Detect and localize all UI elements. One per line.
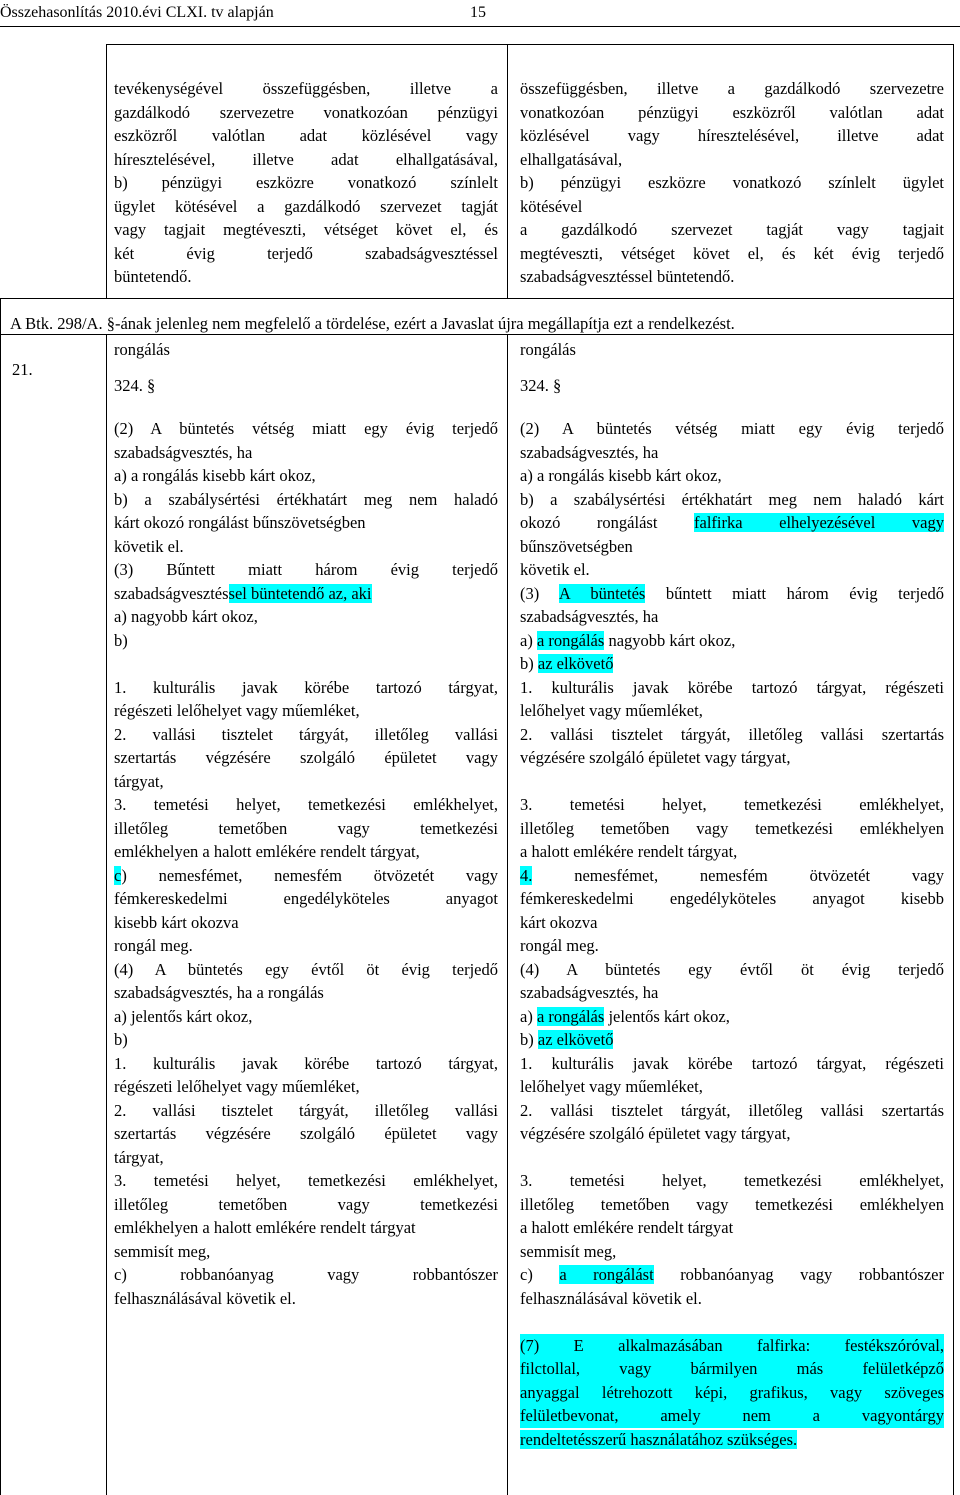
text-line: kisebb kárt okozva	[114, 912, 239, 932]
text-line: 2. vallási tisztelet tárgyát, illetőleg vallási	[114, 724, 498, 744]
text-line: szabadságvesztés, ha	[114, 442, 253, 462]
text-line: tárgyat,	[114, 1147, 164, 1167]
text-line: 1. kulturális javak körébe tartozó tárgyat, régészeti	[520, 677, 944, 697]
text-line: illetőleg temetőben vagy temetkezési emlékhelyen	[520, 818, 944, 838]
text-line: szabadságvesztés, ha	[520, 607, 659, 626]
definition-paragraph	[520, 1334, 944, 1358]
text-line: 1. kulturális javak körébe tartozó tárgyat,	[114, 1053, 498, 1073]
table-border-right-main	[953, 298, 954, 1495]
text-line: a halott emlékére rendelt tárgyat,	[520, 842, 738, 861]
section-number: 324. §	[520, 375, 562, 395]
text-line: emlékhelyen a halott emlékére rendelt tárgyat,	[114, 842, 420, 861]
text-line: c) robbanóanyag vagy robbantószer	[114, 1265, 498, 1284]
text-line: 2. vallási tisztelet tárgyát, illetőleg vallási szertartás	[520, 1100, 944, 1120]
table-border-top-left	[106, 44, 107, 298]
text-line: semmisít meg,	[520, 1241, 617, 1261]
text-segment: a)	[520, 630, 537, 650]
highlight: filctollal, vagy bármilyen más felületképző	[520, 1357, 944, 1381]
text-line	[114, 864, 498, 888]
definition-paragraph	[520, 1381, 944, 1405]
header-title: Összehasonlítás 2010.évi CLXI. tv alapján	[0, 4, 274, 21]
text-line: (4) A büntetés egy évtől öt évig terjedő	[114, 959, 498, 979]
text-line: szertartás végzésére szolgáló épületet vagy	[114, 748, 498, 767]
table-border-top-line	[106, 44, 954, 45]
text-line: 2. vallási tisztelet tárgyát, illetőleg vallási szertartás	[520, 724, 944, 744]
text-line: tárgyat,	[114, 771, 164, 791]
main-left-cell	[114, 338, 498, 1310]
note-row: A Btk. 298/A. §-ának jelenleg nem megfelelő a tördelése, ezért a Javaslat újra megállapítja ezt a rendelkezést.	[10, 314, 735, 333]
table-border-row2	[0, 298, 954, 299]
main-right-cell	[520, 338, 944, 1451]
heading: rongálás	[520, 340, 576, 359]
table-border-top-mid	[507, 44, 508, 298]
text-line: semmisít meg,	[114, 1241, 211, 1261]
text-line: elhallgatásával,	[520, 149, 623, 169]
text-line: 1. kulturális javak körébe tartozó tárgyat,	[114, 677, 498, 697]
text-line: a) nagyobb kárt okoz,	[114, 607, 258, 626]
definition-paragraph	[520, 1404, 944, 1428]
highlight: anyaggal létrehozott képi, grafikus, vagy szöveges	[520, 1381, 944, 1405]
text-line	[520, 629, 944, 653]
text-line: illetőleg temetőben vagy temetkezési	[114, 818, 498, 838]
top-right-cell	[520, 77, 944, 289]
text-line: 2. vallási tisztelet tárgyát, illetőleg vallási	[114, 1100, 498, 1120]
text-line	[114, 582, 498, 606]
text-line: követik el.	[114, 536, 184, 556]
text-line: szabadságvesztés, ha	[520, 442, 659, 462]
text-line: b)	[114, 630, 128, 650]
text-line: (2) A büntetés vétség miatt egy évig terjedő	[520, 419, 944, 438]
text-line: rongál meg.	[520, 936, 599, 955]
text-line: felhasználásával követik el.	[520, 1288, 702, 1308]
text-line: 1. kulturális javak körébe tartozó tárgyat, régészeti	[520, 1053, 944, 1073]
text-line: (3) Bűntett miatt három évig terjedő	[114, 560, 498, 579]
text-line: illetőleg temetőben vagy temetkezési	[114, 1194, 498, 1214]
text-segment: (3)	[520, 583, 559, 603]
text-line: kötésével	[520, 196, 583, 216]
text-line: a) a rongálás kisebb kárt okoz,	[114, 466, 316, 485]
text-line: kárt okozva	[520, 912, 598, 932]
heading: rongálás	[114, 340, 170, 359]
highlight: felületbevonat, amely nem a vagyontárgy	[520, 1404, 944, 1428]
text-line: b) a szabálysértési értékhatárt meg nem haladó kárt	[520, 489, 944, 509]
highlight: A büntetés	[558, 583, 646, 603]
highlight: az elkövető	[537, 1030, 614, 1049]
text-line: összefüggésben, illetve a gazdálkodó szervezetre	[520, 79, 944, 98]
text-line	[520, 864, 944, 888]
text-line: büntetendő.	[114, 267, 192, 286]
text-line: ügylet kötésével a gazdálkodó szervezet tagját	[114, 196, 498, 216]
text-line: követik el.	[520, 560, 590, 579]
text-line: b) pénzügyi eszközre vonatkozó színlelt	[114, 173, 498, 192]
text-segment: bűntett miatt három évig terjedő	[645, 583, 944, 603]
table-border-top-right	[953, 44, 954, 298]
text-line: 3. temetési helyet, temetkezési emlékhelyet,	[114, 1171, 498, 1190]
text-line: szabadságvesztés, ha	[520, 983, 659, 1002]
text-line: 3. temetési helyet, temetkezési emlékhelyet,	[114, 795, 498, 814]
text-line	[520, 652, 944, 676]
text-line: bűnszövetségben	[520, 536, 633, 556]
text-line: gazdálkodó szervezetre vonatkozóan pénzügyi	[114, 102, 498, 122]
highlight: a rongálás	[536, 630, 605, 650]
text-line: régészeti lelőhelyet vagy műemléket,	[114, 701, 360, 720]
text-line: vonatkozóan pénzügyi eszközről valótlan adat	[520, 102, 944, 122]
text-line: végzésére szolgáló épületet vagy tárgyat,	[520, 1124, 791, 1143]
text-segment: a)	[520, 1006, 537, 1026]
page-number: 15	[470, 4, 486, 21]
text-segment: jelentős kárt okoz,	[604, 1006, 730, 1026]
text-line: szabadságvesztés, ha a rongálás	[114, 983, 324, 1002]
section-number: 324. §	[114, 375, 156, 395]
text-line: két évig terjedő szabadságvesztéssel	[114, 243, 498, 263]
text-line: szabadságvesztéssel büntetendő.	[520, 267, 735, 286]
highlight: az elkövető	[537, 654, 614, 673]
highlight: c	[114, 865, 122, 885]
text-line: fémkereskedelmi engedélyköteles anyagot	[114, 889, 498, 908]
text-line: 3. temetési helyet, temetkezési emlékhelyet,	[520, 795, 944, 814]
text-line: b)	[114, 1030, 128, 1049]
text-line: a halott emlékére rendelt tárgyat	[520, 1218, 734, 1237]
highlight: a rongálást	[559, 1265, 654, 1284]
text-line: vagy tagjait megtéveszti, vétséget követ el, és	[114, 220, 498, 239]
text-line: 3. temetési helyet, temetkezési emlékhelyet,	[520, 1171, 944, 1190]
text-line	[520, 1028, 944, 1052]
text-line: megtéveszti, vétséget követ el, és két évig terjedő	[520, 243, 944, 263]
text-line: a) jelentős kárt okoz,	[114, 1006, 253, 1026]
text-line: illetőleg temetőben vagy temetkezési emlékhelyen	[520, 1194, 944, 1214]
text-segment: b)	[520, 1030, 538, 1049]
text-line	[520, 1005, 944, 1029]
highlight: rendeltetésszerű használatához szükséges.	[520, 1429, 798, 1449]
text-line: (2) A büntetés vétség miatt egy évig terjedő	[114, 419, 498, 438]
text-line: tevékenységével összefüggésben, illetve a	[114, 79, 498, 98]
text-line: a gazdálkodó szervezet tagját vagy tagjait	[520, 220, 944, 239]
text-line	[520, 582, 944, 606]
top-left-cell	[114, 77, 498, 289]
text-line: a) a rongálás kisebb kárt okoz,	[520, 466, 722, 485]
page-header	[0, 0, 960, 27]
text-line: (4) A büntetés egy évtől öt évig terjedő	[520, 959, 944, 979]
highlight: a rongálás	[536, 1006, 605, 1026]
text-line: végzésére szolgáló épületet vagy tárgyat,	[520, 748, 791, 767]
text-line: lelőhelyet vagy műemléket,	[520, 701, 703, 720]
text-line: emlékhelyen a halott emlékére rendelt tárgyat	[114, 1218, 416, 1237]
text-line	[520, 511, 944, 535]
text-segment: b)	[520, 654, 538, 673]
definition-paragraph	[520, 1357, 944, 1381]
text-line: rongál meg.	[114, 936, 193, 955]
text-line: közlésével vagy híresztelésével, illetve adat	[520, 126, 944, 145]
text-line: eszközről valótlan adat közlésével vagy	[114, 126, 498, 145]
text-segment: nemesfémet, nemesfém ötvözetét vagy	[532, 865, 944, 885]
text-segment: ) nemesfémet, nemesfém ötvözetét vagy	[121, 865, 498, 885]
highlight: falfirka elhelyezésével vagy	[694, 513, 944, 532]
text-line: kárt okozó rongálást bűnszövetségben	[114, 513, 366, 532]
text-line: b) pénzügyi eszközre vonatkozó színlelt ügylet	[520, 173, 944, 192]
highlight: sel büntetendő az, aki	[228, 583, 372, 603]
highlight: 4.	[520, 865, 533, 885]
text-segment: szabadságvesztés	[114, 583, 229, 603]
text-segment: okozó rongálást	[520, 513, 694, 532]
table-border-left-main	[106, 334, 107, 1495]
table-border-left-outer	[0, 298, 1, 1495]
text-segment: robbanóanyag vagy robbantószer	[653, 1265, 944, 1284]
text-line: b) a szabálysértési értékhatárt meg nem haladó	[114, 489, 498, 509]
highlight: (7) E alkalmazásában falfirka: festékszóróval,	[520, 1334, 944, 1358]
table-border-mid-main	[507, 334, 508, 1495]
text-line: lelőhelyet vagy műemléket,	[520, 1077, 703, 1096]
text-segment: c)	[520, 1265, 560, 1284]
text-line: fémkereskedelmi engedélyköteles anyagot kisebb	[520, 889, 944, 908]
text-line: híresztelésével, illetve adat elhallgatásával,	[114, 149, 498, 169]
text-segment: nagyobb kárt okoz,	[604, 630, 736, 650]
text-line	[520, 1263, 944, 1287]
row-number: 21.	[12, 360, 33, 379]
text-line: régészeti lelőhelyet vagy műemléket,	[114, 1077, 360, 1096]
text-line: felhasználásával követik el.	[114, 1288, 296, 1308]
definition-paragraph	[520, 1428, 944, 1452]
text-line: szertartás végzésére szolgáló épületet vagy	[114, 1124, 498, 1143]
